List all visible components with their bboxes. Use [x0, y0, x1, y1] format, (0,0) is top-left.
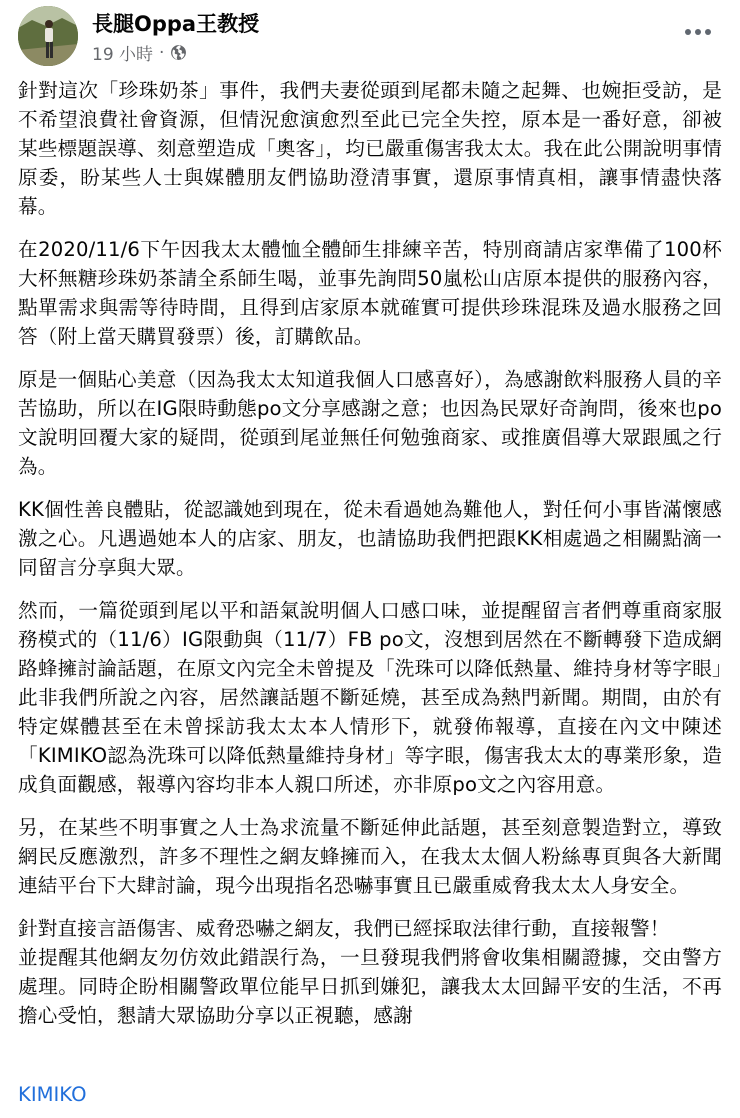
post-paragraph: 在2020/11/6下午因我太太體恤全體師生排練辛苦，特別商請店家準備了100杯大杯無糖珍珠奶茶請全系師生喝，並事先詢問50嵐松山店原本提供的服務內容，點單需求與需等待時間，且得到店家原本就確實可提供珍珠混珠及過水服務之回答（附上當天購買發票）後，訂購飲品。	[18, 238, 722, 348]
globe-icon[interactable]	[170, 44, 187, 61]
post-paragraph: 另，在某些不明事實之人士為求流量不斷延伸此話題，甚至刻意製造對立，導致網民反應激烈，許多不理性之網友蜂擁而入，在我太太個人粉絲專頁與各大新聞連結平台下大肆討論，現今出現指名恐嚇事實且已嚴重威脅我太太人身安全。	[18, 816, 722, 897]
post-paragraph: 針對直接言語傷害、威脅恐嚇之網友，我們已經採取法律行動，直接報警！	[18, 917, 670, 940]
post-header	[18, 6, 722, 68]
post-body	[18, 76, 722, 1044]
author-name[interactable]: 長腿Oppa王教授	[92, 12, 260, 36]
post-meta	[92, 40, 187, 65]
author-avatar[interactable]	[18, 6, 78, 66]
post-paragraph: 然而，一篇從頭到尾以平和語氣說明個人口感口味，並提醒留言者們尊重商家服務模式的（11/6）IG限動與（11/7）FB po文，沒想到居然在不斷轉發下造成網路蜂擁討論話題，在原文內完全未曾提及「洗珠可以降低熱量、維持身材等字眼」此非我們所說之內容，居然讓話題不斷延燒，甚至成為熱門新聞。期間，由於有特定媒體甚至在未曾採訪我太太本人情形下，就發佈報導，直接在內文中陳述「KIMIKO認為洗珠可以降低熱量維持身材」等字眼，傷害我太太的專業形象，造成負面觀感，報導內容均非本人親口所述，亦非原po文之內容用意。	[18, 599, 722, 796]
post-paragraph: 針對這次「珍珠奶茶」事件，我們夫妻從頭到尾都未隨之起舞、也婉拒受訪，是不希望浪費社會資源，但情況愈演愈烈至此已完全失控，原本是一番好意，卻被某些標題誤導、刻意塑造成「奧客」，均已嚴重傷害我太太。我在此公開說明事情原委，盼某些人士與媒體朋友們協助澄清事實，還原事情真相，讓事情盡快落幕。	[18, 79, 722, 218]
post-paragraph: 原是一個貼心美意（因為我太太知道我個人口感喜好），為感謝飲料服務人員的辛苦協助，所以在IG限時動態po文分享感謝之意；也因為民眾好奇詢問，後來也po文說明回覆大家的疑問，從頭到尾並無任何勉強商家、或推廣倡導大眾跟風之行為。	[18, 368, 722, 478]
signature-link[interactable]: KIMIKO	[18, 1083, 87, 1106]
more-options-icon	[684, 28, 712, 36]
post-time[interactable]: 19 小時	[92, 45, 154, 65]
more-options-button[interactable]	[680, 20, 716, 44]
meta-separator: ·	[159, 42, 165, 63]
post-paragraph: KK個性善良體貼，從認識她到現在，從未看過她為難他人，對任何小事皆滿懷感激之心。凡遇過她本人的店家、朋友，也請協助我們把跟KK相處過之相關點滴一同留言分享與大眾。	[18, 498, 722, 579]
post-paragraph: 並提醒其他網友勿仿效此錯誤行為，一旦發現我們將會收集相關證據，交由警方處理。同時企盼相關警政單位能早日抓到嫌犯，讓我太太回歸平安的生活，不再擔心受怕，懇請大眾協助分享以正視聽，感謝	[18, 946, 722, 1027]
